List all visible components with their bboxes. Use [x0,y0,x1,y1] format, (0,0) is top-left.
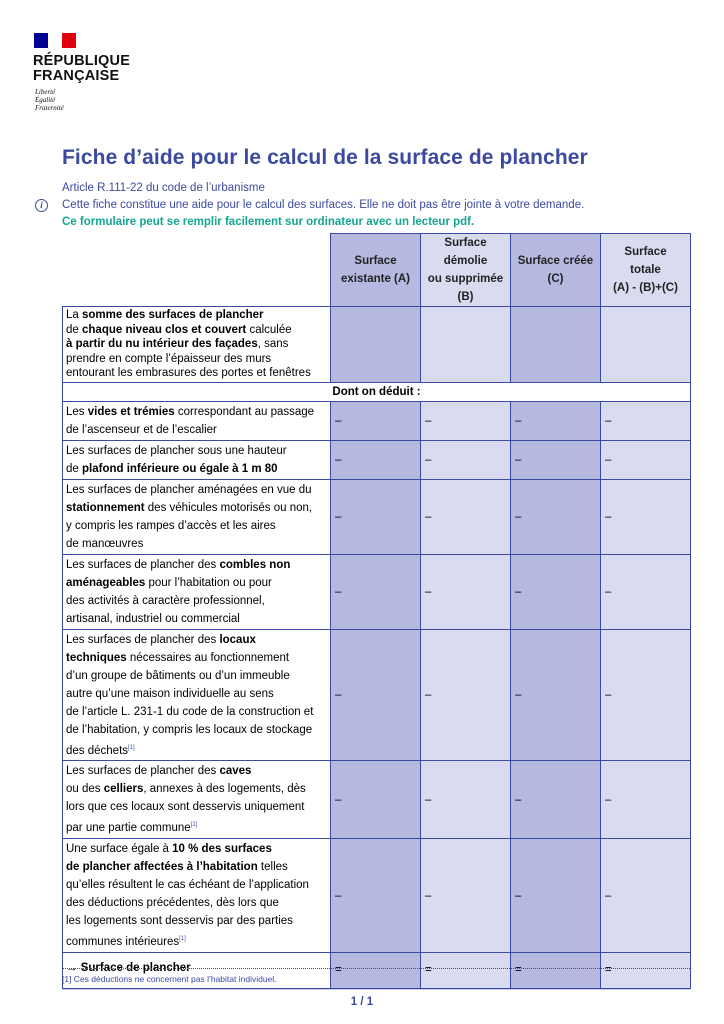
row-label-combles: Les surfaces de plancher des combles non aménageables pour l’habitation ou pour des activités à caractère professionnel, artisanal, industriel ou commercial [63,554,331,629]
input-demolie[interactable]: – [421,440,511,479]
input-creee[interactable]: – [511,401,601,440]
input-creee[interactable]: – [511,479,601,554]
input-existante[interactable]: – [331,761,421,839]
input-existante[interactable]: – [331,554,421,629]
footnote-divider [62,968,690,969]
input-demolie[interactable]: – [421,629,511,761]
page-title: Fiche d’aide pour le calcul de la surface de plancher [62,146,588,169]
page-divider [62,989,690,990]
motto: Liberté Égalité Fraternité [35,88,64,112]
input-demolie[interactable]: – [421,839,511,953]
table-row [63,761,691,839]
input-demolie[interactable]: – [421,761,511,839]
input-demolie[interactable] [421,307,511,383]
row-label-stationnement: Les surfaces de plancher aménagées en vue du stationnement des véhicules motorisés ou non, y compris les rampes d’accès et les aires de manœuvres [63,479,331,554]
footnote: [1] Ces déductions ne concernent pas l’habitat individuel. [62,974,277,984]
input-totale[interactable]: – [601,554,691,629]
input-totale[interactable]: – [601,401,691,440]
column-header-demolie: Surface démolie ou supprimée (B) [421,234,511,307]
input-demolie[interactable]: – [421,554,511,629]
input-existante[interactable] [331,307,421,383]
input-totale[interactable] [601,307,691,383]
total-demolie[interactable]: = [421,952,511,988]
table-corner [63,234,331,307]
column-header-creee: Surface créée (C) [511,234,601,307]
column-header-totale: Surface totale (A) - (B)+(C) [601,234,691,307]
republique-francaise-logo: RÉPUBLIQUE FRANÇAISE [33,53,131,84]
input-creee[interactable]: – [511,629,601,761]
input-totale[interactable]: – [601,761,691,839]
french-flag-logo [34,33,76,48]
input-demolie[interactable]: – [421,401,511,440]
table-row [63,839,691,953]
table-row [63,307,691,383]
table-row [63,554,691,629]
input-existante[interactable]: – [331,479,421,554]
table-row [63,401,691,440]
table-row [63,629,691,761]
total-existante[interactable]: = [331,952,421,988]
input-creee[interactable] [511,307,601,383]
article-reference: Article R.111-22 du code de l’urbanisme [62,182,265,194]
input-totale[interactable]: – [601,440,691,479]
input-creee[interactable]: – [511,554,601,629]
table-row [63,479,691,554]
input-existante[interactable]: – [331,839,421,953]
deduction-header: Dont on déduit : [63,382,691,401]
row-label-total: → Surface de plancher [63,952,331,988]
total-creee[interactable]: = [511,952,601,988]
input-creee[interactable]: – [511,761,601,839]
input-totale[interactable]: – [601,629,691,761]
row-label-hauteur: Les surfaces de plancher sous une hauteur de plafond inférieure ou égale à 1 m 80 [63,440,331,479]
row-label-vides: Les vides et trémies correspondant au passage de l’ascenseur et de l’escalier [63,401,331,440]
row-label-dix-pourcent: Une surface égale à 10 % des surfaces de plancher affectées à l’habitation telles qu’elles résultent le cas échéant de l’application des déductions précédentes, dès lors que les logements sont desservis par des parties communes intérieures[1] [63,839,331,953]
total-totale[interactable]: = [601,952,691,988]
input-existante[interactable]: – [331,629,421,761]
info-icon: i [35,199,48,212]
input-demolie[interactable]: – [421,479,511,554]
input-creee[interactable]: – [511,839,601,953]
column-header-existante: Surface existante (A) [331,234,421,307]
pdf-notice: Ce formulaire peut se remplir facilement sur ordinateur avec un lecteur pdf. [62,216,475,228]
input-creee[interactable]: – [511,440,601,479]
input-totale[interactable]: – [601,479,691,554]
row-label-caves: Les surfaces de plancher des caves ou des celliers, annexes à des logements, dès lors que ces locaux sont desservis uniquement par une partie commune[1] [63,761,331,839]
info-text: Cette fiche constitue une aide pour le calcul des surfaces. Elle ne doit pas être jointe à votre demande. [62,199,585,211]
surface-table [62,233,691,989]
input-existante[interactable]: – [331,440,421,479]
input-existante[interactable]: – [331,401,421,440]
table-row [63,440,691,479]
row-label-somme: La somme des surfaces de plancher de chaque niveau clos et couvert calculée à partir du nu intérieur des façades, sans prendre en compte l’épaisseur des murs entourant les embrasures des portes et fenêtres [63,307,331,383]
row-label-locaux-techniques: Les surfaces de plancher des locaux techniques nécessaires au fonctionnement d’un groupe de bâtiments ou d’un immeuble autre qu’une maison individuelle au sens de l’article L. 231-1 du code de la construction et de l’habitation, y compris les locaux de stockage des déchets[1] [63,629,331,761]
page-number: 1 / 1 [350,996,374,1008]
input-totale[interactable]: – [601,839,691,953]
